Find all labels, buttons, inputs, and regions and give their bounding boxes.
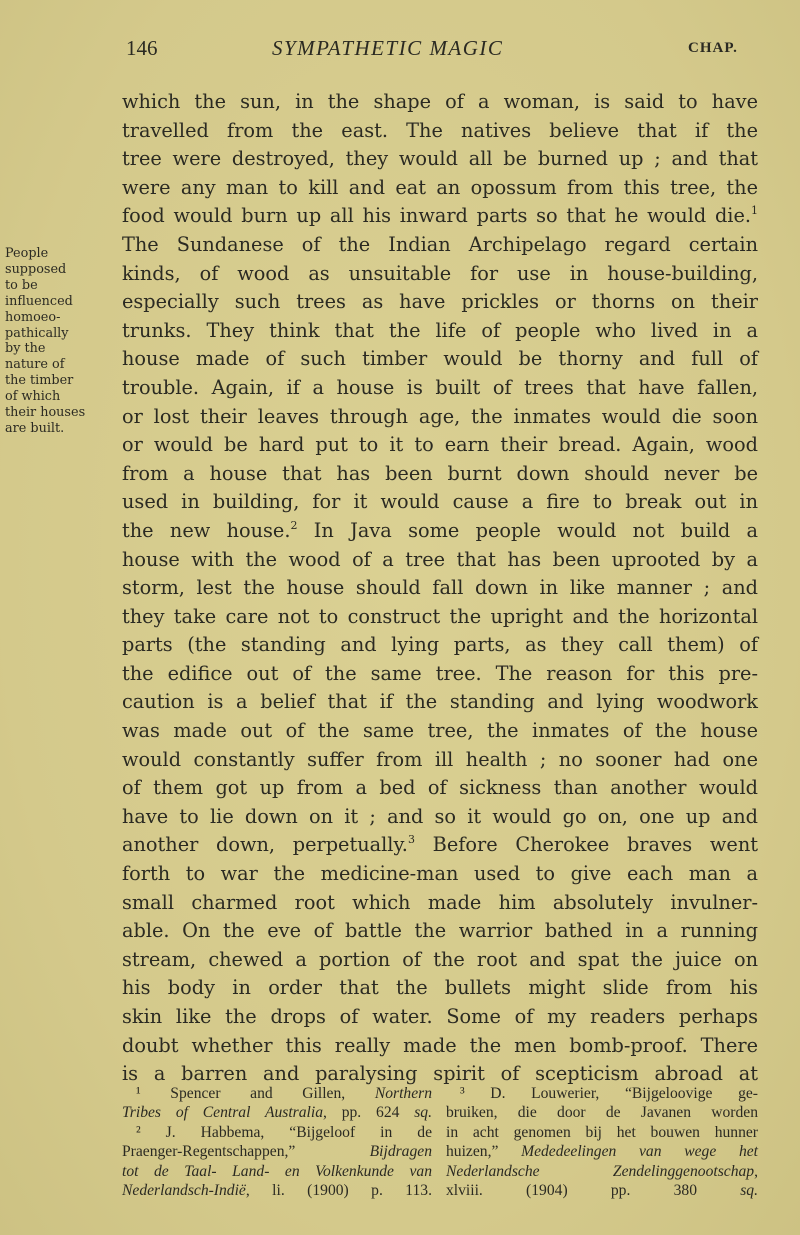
body-line (122, 974, 758, 1003)
body-line (122, 88, 758, 117)
footnote-text: Bijdragen (369, 1143, 432, 1161)
body-line (122, 174, 758, 203)
line-text: tree were destroyed, they would all be burned up ; and that (122, 147, 758, 171)
line-text: The Sundanese of the Indian Archipelago regard certain (122, 232, 758, 256)
footnote-text: in acht genomen bij het bouwen hunner (446, 1123, 758, 1141)
footnote-text: , li. (1900) p. 113. (245, 1182, 432, 1200)
footnote-text: , (754, 1162, 758, 1180)
line-text: of them got up from a bed of sickness than another would (122, 776, 758, 800)
line-text: storm, lest the house should fall down in like manner ; and (122, 576, 758, 600)
body-line (122, 117, 758, 146)
body-line-text (122, 488, 758, 517)
body-line-text (122, 688, 758, 717)
footnote-line (446, 1162, 758, 1181)
body-line (122, 1032, 758, 1061)
body-line-text (122, 231, 758, 260)
body-line-text (122, 803, 758, 832)
footnote-ref: 3 (407, 833, 415, 847)
body-line-text (122, 260, 758, 289)
footnote-text: Nederlandsche Zendelinggenootschap (446, 1162, 755, 1180)
body-line-text (122, 174, 758, 203)
body-line-text (122, 831, 758, 860)
line-text: especially such trees as have prickles or thorns on their (122, 290, 758, 314)
line-text: travelled from the east. The natives believe that if the (122, 118, 758, 142)
footnote-text: sq. (414, 1104, 432, 1122)
line-text: house made of such timber would be thorny and full of (122, 347, 758, 371)
margin-note-line: People (5, 246, 49, 261)
body-line-text (122, 1032, 758, 1061)
body-line-text (122, 946, 758, 975)
body-line (122, 403, 758, 432)
line-text: would constantly suffer from ill health ; no sooner had one (122, 747, 758, 771)
line-text: In Java some people would not build a (297, 518, 759, 542)
body-line-text (122, 145, 758, 174)
line-text: able. On the eve of battle the warrior bathed in a running (122, 919, 758, 943)
body-line (122, 460, 758, 489)
footnote-text: xlviii. (1904) pp. 380 (446, 1182, 741, 1200)
body-line (122, 831, 758, 860)
body-line-text (122, 917, 758, 946)
margin-note (5, 246, 117, 437)
footnote-line (122, 1103, 432, 1122)
footnote-text: bruiken, die door de Javanen worden (446, 1104, 758, 1122)
body-line (122, 803, 758, 832)
line-text: house with the wood of a tree that has been uprooted by a (122, 547, 758, 571)
margin-note-line: of which (5, 389, 61, 405)
body-line (122, 860, 758, 889)
line-text: trunks. They think that the life of people who lived in a (122, 318, 758, 342)
footnotes-right-column (446, 1084, 758, 1200)
footnote-line (122, 1123, 432, 1142)
line-text: trouble. Again, if a house is built of trees that have fallen, (122, 375, 758, 399)
body-line-text (122, 517, 758, 546)
footnote-line (122, 1162, 432, 1181)
line-text: which the sun, in the shape of a woman, is said to have (122, 90, 758, 113)
body-line (122, 202, 758, 231)
body-text (122, 88, 758, 1089)
running-title: SYMPATHETIC MAGIC (272, 36, 504, 60)
margin-note-line: are built. (5, 420, 65, 436)
footnote-text: ² J. Habbema, “Bijgeloof in de (136, 1123, 432, 1141)
body-line-text (122, 574, 758, 603)
body-line-text (122, 717, 758, 746)
body-line (122, 488, 758, 517)
footnote-text: sq. (740, 1182, 758, 1200)
margin-note-line: to be (5, 277, 38, 293)
line-text: from a house that has been burnt down should never be (122, 461, 758, 485)
footnote-text: ³ D. Louwerier, “Bijgeloovige ge- (460, 1085, 758, 1102)
footnote-ref: 1 (751, 204, 758, 218)
line-text: the new house. (122, 518, 291, 542)
line-text: parts (the standing and lying parts, as they call them) of (122, 633, 758, 657)
body-line (122, 374, 758, 403)
line-text: used in building, for it would cause a fire to break out in (122, 490, 758, 514)
line-text: the edifice out of the same tree. The reason for this pre- (122, 661, 758, 685)
body-line-text (122, 660, 758, 689)
body-line (122, 317, 758, 346)
body-line (122, 345, 758, 374)
line-text: doubt whether this really made the men bomb-proof. There (122, 1033, 758, 1057)
chapter-label: CHAP. (688, 40, 738, 56)
footnote-line (446, 1181, 758, 1200)
margin-note-line: influenced (5, 293, 73, 309)
margin-note-line: nature of (5, 357, 65, 373)
body-line-text (122, 202, 758, 231)
line-text: kinds, of wood as unsuitable for use in house-building, (122, 261, 758, 285)
line-text: stream, chewed a portion of the root and spat the juice on (122, 947, 758, 971)
body-line-text (122, 345, 758, 374)
body-line (122, 917, 758, 946)
footnote-line (446, 1142, 758, 1161)
line-text: food would burn up all his inward parts so that he would die. (122, 204, 751, 228)
footnote-text: Mededeelingen van wege het (521, 1143, 758, 1161)
body-line-text (122, 974, 758, 1003)
body-line-text (122, 603, 758, 632)
body-line-text (122, 288, 758, 317)
footnote-line (122, 1181, 432, 1200)
footnote-line (446, 1123, 758, 1142)
body-line-text (122, 546, 758, 575)
margin-note-line: their houses (5, 405, 86, 421)
body-line-text (122, 460, 758, 489)
footnote-text: Tribes of Central Australia (122, 1104, 323, 1122)
body-line-text (122, 317, 758, 346)
footnote-text: tot de Taal- Land- en Volkenkunde van (122, 1162, 432, 1180)
body-line-text (122, 746, 758, 775)
footnote-text: Nederlandsch-Indië (122, 1182, 246, 1200)
footnote-text: , pp. 624 (323, 1104, 415, 1122)
line-text: Before Cherokee braves went (414, 833, 758, 857)
footnote-text: huizen,” (446, 1143, 522, 1161)
line-text: small charmed root which made him absolutely invulner- (122, 890, 758, 914)
line-text: is a barren and paralysing spirit of scepticism abroad at (122, 1062, 758, 1086)
body-line (122, 889, 758, 918)
line-text: they take care not to construct the upright and the horizontal (122, 604, 758, 628)
body-line (122, 517, 758, 546)
footnote-line (122, 1084, 432, 1103)
margin-note-line: pathically (5, 325, 69, 341)
body-line-text (122, 431, 758, 460)
body-line (122, 688, 758, 717)
body-line-text (122, 1003, 758, 1032)
body-line (122, 603, 758, 632)
body-line-text (122, 374, 758, 403)
margin-note-line: by the (5, 341, 46, 357)
line-text: was made out of the same tree, the inmates of the house (122, 719, 758, 743)
body-line (122, 774, 758, 803)
body-line (122, 260, 758, 289)
line-text: have to lie down on it ; and so it would go on, one up and (122, 804, 758, 828)
margin-note-line: homoeo- (5, 309, 61, 325)
footnote-text: Northern (374, 1085, 432, 1102)
body-line (122, 145, 758, 174)
body-line-text (122, 631, 758, 660)
body-line-text (122, 774, 758, 803)
margin-note-line: supposed (5, 261, 67, 277)
body-line (122, 574, 758, 603)
body-line (122, 717, 758, 746)
body-line-text (122, 889, 758, 918)
line-text: his body in order that the bullets might slide from his (122, 976, 758, 1000)
footnote-line (446, 1084, 758, 1103)
body-line-text (122, 117, 758, 146)
body-line (122, 946, 758, 975)
body-line-text (122, 860, 758, 889)
body-line (122, 231, 758, 260)
line-text: another down, perpetually. (122, 833, 408, 857)
footnote-line (122, 1142, 432, 1161)
body-line (122, 546, 758, 575)
body-line (122, 746, 758, 775)
footnote-ref: 2 (290, 518, 298, 532)
line-text: forth to war the medicine-man used to give each man a (122, 862, 758, 886)
line-text: or lost their leaves through age, the inmates would die soon (122, 404, 758, 428)
body-line-text (122, 88, 758, 117)
body-line-text (122, 403, 758, 432)
footnotes-left-column (122, 1084, 432, 1200)
line-text: caution is a belief that if the standing and lying woodwork (122, 690, 758, 714)
footnote-text: ¹ Spencer and Gillen, (136, 1085, 375, 1102)
line-text: or would be hard put to it to earn their bread. Again, wood (122, 433, 758, 457)
page-header (0, 36, 800, 64)
body-line (122, 631, 758, 660)
line-text: were any man to kill and eat an opossum from this tree, the (122, 175, 758, 199)
footnote-text: Praenger-Regentschappen,” (122, 1143, 370, 1161)
line-text: skin like the drops of water. Some of my readers perhaps (122, 1005, 758, 1028)
page-number: 146 (126, 36, 158, 60)
body-line (122, 1003, 758, 1032)
body-line (122, 288, 758, 317)
body-line (122, 660, 758, 689)
footnote-line (446, 1103, 758, 1122)
margin-note-line: the timber (5, 373, 74, 389)
body-line (122, 431, 758, 460)
